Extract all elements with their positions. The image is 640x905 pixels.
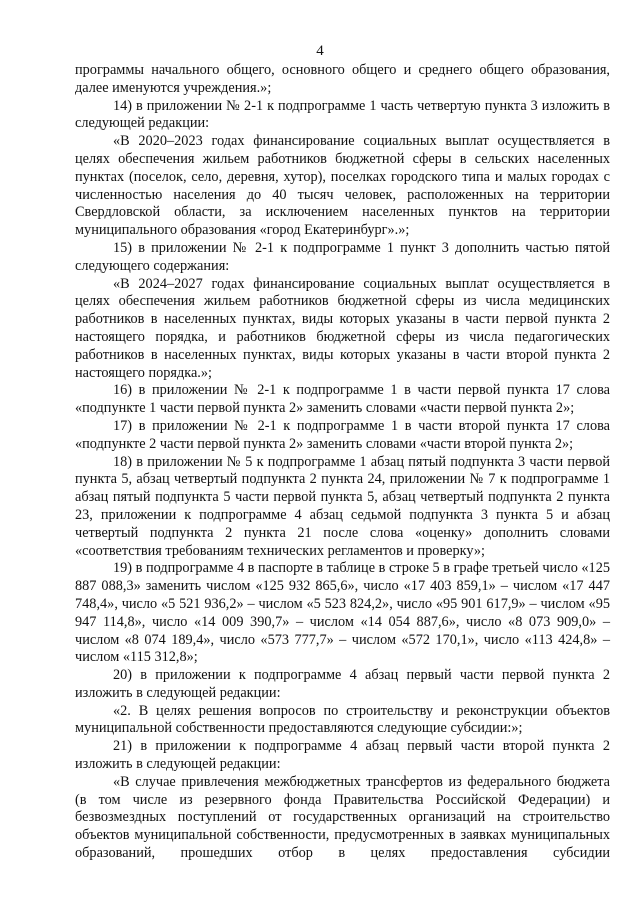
paragraph-item-15: 15) в приложении № 2-1 к подпрограмме 1 пункт 3 дополнить частью пятой следующего содержания: — [75, 239, 610, 274]
paragraph-item-20: 20) в приложении к подпрограмме 4 абзац первый части первой пункта 2 изложить в следующей редакции: — [75, 667, 610, 701]
paragraph-quote-20: «2. В целях решения вопросов по строительству и реконструкции объектов муниципальной собственности предоставляются следующие субсидии:»; — [75, 702, 610, 737]
document-body — [75, 62, 610, 863]
page-number: 4 — [316, 43, 324, 59]
paragraph-item-18: 18) в приложении № 5 к подпрограмме 1 абзац пятый подпункта 3 части первой пункта 5, абзац четвертый подпункта 2 пункта 24, приложении № 7 к подпрограмме 1 абзац пятый подпункта 5 части первой пункта 5, абзац четвертый подпункта 2 пункта 23, приложении к подпрограмме 4 абзац седьмой подпункта 3 пункта 5 и абзац четвертый подпункта 2 пункта 21 после слова «оценку» дополнить словами «соответствия требованиям технических регламентов и проверку»; — [75, 453, 610, 559]
paragraph-quote-15: «В 2024–2027 годах финансирование социальных выплат осуществляется в целях обеспечения жильем работников бюджетной сферы из числа медицинских работников в населенных пунктах, виды которых указаны в части первой пункта 2 настоящего порядка, и работников бюджетной сферы из числа педагогических работников в населенных пунктах, виды которых указаны в части второй пункта 2 настоящего порядка.»; — [75, 275, 610, 381]
paragraph-item-16: 16) в приложении № 2-1 к подпрограмме 1 в части первой пункта 17 слова «подпункте 1 части первой пункта 2» заменить словами «части первой пункта 2»; — [75, 382, 610, 417]
paragraph-quote-21: «В случае привлечения межбюджетных трансфертов из федерального бюджета (в том числе из резервного фонда Правительства Российской Федерации) и безвозмездных поступлений от государственных организаций на строительство объектов муниципальной собственности, предусмотренных в заявках муниципальных образований, прошедших отбор в целях предоставления субсидии — [75, 773, 610, 862]
paragraph-item-21: 21) в приложении к подпрограмме 4 абзац первый части второй пункта 2 изложить в следующей редакции: — [75, 738, 610, 773]
paragraph-quote-14: «В 2020–2023 годах финансирование социальных выплат осуществляется в целях обеспечения жильем работников бюджетной сферы в сельских населенных пунктах (поселок, село, деревня, хутор), поселках городского типа и малых городах с численностью населения до 40 тысяч человек, расположенных на территории Свердловской области, за исключением населенных пунктов на территории муниципального образования «город Екатеринбург».»; — [75, 133, 610, 239]
paragraph-continuation: программы начального общего, основного общего и среднего общего образования, далее именуются учреждения.»; — [75, 62, 610, 96]
paragraph-item-14: 14) в приложении № 2-1 к подпрограмме 1 часть четвертую пункта 3 изложить в следующей редакции: — [75, 97, 610, 132]
paragraph-item-17: 17) в приложении № 2-1 к подпрограмме 1 в части второй пункта 17 слова «подпункте 2 части первой пункта 2» заменить словами «части второй пункта 2»; — [75, 417, 610, 452]
paragraph-item-19: 19) в подпрограмме 4 в паспорте в таблице в строке 5 в графе третьей число «125 887 088,3» заменить числом «125 932 865,6», число «17 403 859,1» – числом «17 447 748,4», число «5 521 936,2» – числом «5 523 824,2», число «95 901 617,9» – числом «95 947 114,8», число «14 009 390,7» – числом «14 054 887,6», число «8 073 909,0» – числом «8 074 189,4», число «573 777,7» – числом «572 170,1», число «113 424,8» – числом «115 312,8»; — [75, 560, 611, 666]
